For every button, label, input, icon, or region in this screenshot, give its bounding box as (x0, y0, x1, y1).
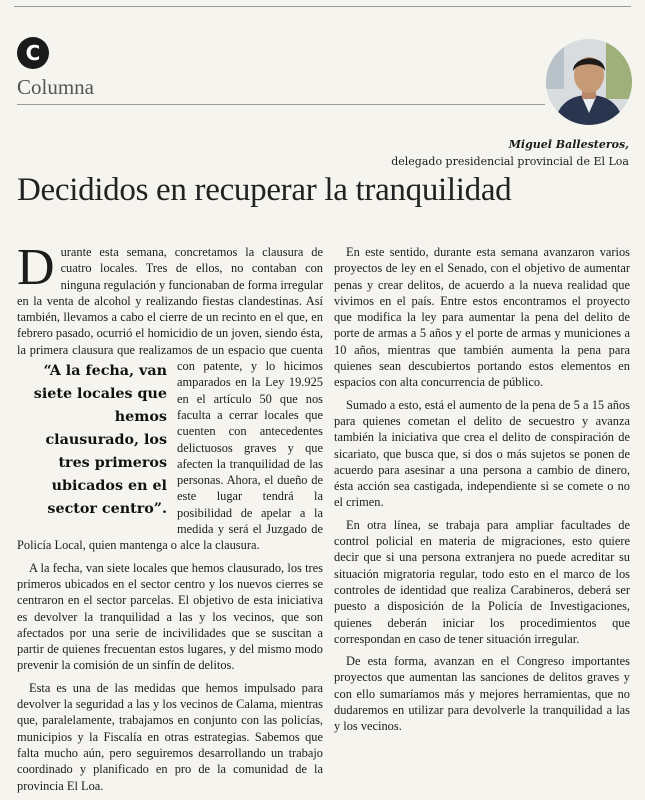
author-role: delegado presidencial provincial de El Loa (391, 155, 629, 168)
article-column-left (17, 239, 323, 800)
section-rule (17, 104, 545, 105)
article-paragraph: Esta es una de las medidas que hemos impulsado para devolver la seguridad a las y los vecinos de Calama, mientras que, paralelamente, trabajamos en conjunto con las policías, municipios y la Fiscalía en otras estrategias. Sabemos que falta mucho aún, pero seguiremos desarrollando un trabajo coordinado y planificado en pro de la comunidad de la provincia El Loa. (17, 680, 323, 793)
drop-cap: D (17, 239, 55, 296)
section-label: Columna (17, 75, 94, 99)
author-portrait-icon (546, 39, 632, 125)
column-badge: C (17, 37, 49, 69)
article-paragraph: En este sentido, durante esta semana avanzaron varios proyectos de ley en el Senado, con el objetivo de aumentar penas y crear delitos, de acuerdo a la nueva realidad que vivimos en el país. Entre estos encontramos el proyecto que modifica la ley para aumentar la pena del delito de porte de armas a 5 años y el porte de armas y municiones a 10 años, mientras que también aumenta la pena para quienes sean descubiertos portando estos elementos en espacios con alta concurrencia de público. (334, 245, 630, 390)
article-paragraph: Sumado a esto, está el aumento de la pena de 5 a 15 años para quienes cometan el delito de secuestro y avanza también la iniciativa que crea el delito de conspiración de sicariato, que busca que, si dos o más sujetos se ponen de acuerdo para asesinar a una persona a cambio de dinero, ésta acción sea castigada, independiente si se comete o no el crimen. (334, 397, 630, 510)
article-paragraph: En otra línea, se trabaja para ampliar facultades de control policial en materia de migraciones, esto quiere decir que si una persona extranjera no puede acreditar su situación migratoria regular, todo esto en el marco de los controles de identidad que realiza Carabineros, deberá ser puesto a disposición de la Policía de Investigaciones, quienes deberán iniciar los procedimientos que correspondan en caso de tener situación irregular. (334, 517, 630, 646)
paragraph-text-continued: cuenta con patente, y lo hicimos amparados en la Ley 19.925 en el artículo 50 que nos faculta a cerrar locales que cuenten con antecedentes delictuosos graves y que afecten la tranquilidad de las personas. Ahora, el dueño de este lugar tendrá la posibilidad de apelar a la medida y será el Juzgado de Policía Local, quien mantenga o alce la clausura. (17, 342, 323, 553)
byline (391, 136, 629, 170)
pull-quote: “A la fecha, van siete locales que hemos clausurado, los tres primeros ubicados en el sector centro”. (33, 363, 167, 518)
article-column-right (334, 244, 630, 741)
article-paragraph (17, 239, 323, 554)
article-paragraph: A la fecha, van siete locales que hemos clausurado, los tres primeros ubicados en el sector centro y los nuevos cierres se centraron en el sector parcelas. El objetivo de esta iniciativa es devolver la tranquilidad a las y los vecinos, que son afectados por una serie de incivilidades que se suscitan a partir de quienes frecuentan estos lugares, y del mismo modo prevenir la comisión de un sinfín de delitos. (17, 560, 323, 673)
author-name: Miguel Ballesteros, (508, 138, 629, 151)
headline: Decididos en recuperar la tranquilidad (17, 172, 512, 208)
top-rule (14, 6, 631, 7)
author-photo (546, 39, 632, 125)
article-paragraph: De esta forma, avanzan en el Congreso importantes proyectos que aumentan las sanciones de delitos graves y con ello sumaríamos más y mejores herramientas, que no dudaremos en utilizar para devolverle la tranquilidad a las y los vecinos. (334, 654, 630, 734)
paragraph-text: urante esta semana, concretamos la clausura de cuatro locales. Tres de ellos, no contaban con ninguna regulación y funcionaban de forma irregular en la venta de alcohol y realizando fiestas clandestinas. Así también, llevamos a cabo el cierre de un recinto en el que, en febrero pasado, ocurrió el homicidio de un joven, siendo ésta, la primera clausura que realizamos de un espacio que (17, 245, 323, 357)
